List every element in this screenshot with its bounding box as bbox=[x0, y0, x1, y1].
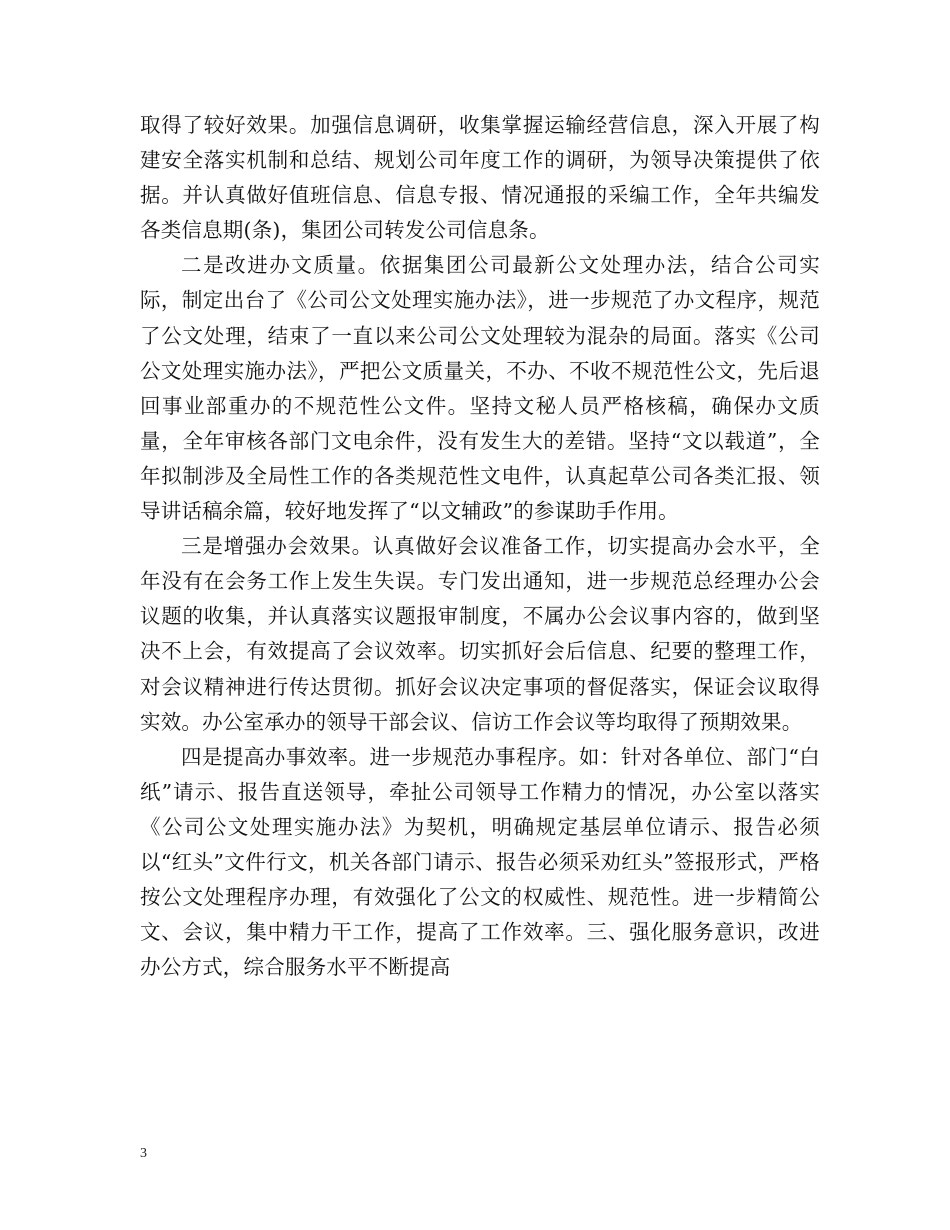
paragraph-3: 三是增强办会效果。认真做好会议准备工作，切实提高办会水平，全年没有在会务工作上发生失误。专门发出通知，进一步规范总经理办公会议题的收集，并认真落实议题报审制度，不属办公会议事内容的，做到坚决不上会，有效提高了会议效率。切实抓好会后信息、纪要的整理工作，对会议精神进行传达贯彻。抓好会议决定事项的督促落实，保证会议取得实效。办公室承办的领导干部会议、信访工作会议等均取得了预期效果。 bbox=[140, 534, 820, 734]
paragraph-2: 二是改进办文质量。依据集团公司最新公文处理办法，结合公司实际，制定出台了《公司公文处理实施办法》，进一步规范了办文程序，规范了公文处理，结束了一直以来公司公文处理较为混杂的局面。落实《公司公文处理实施办法》，严把公文质量关，不办、不收不规范性公文，先后退回事业部重办的不规范性公文件。坚持文秘人员严格核稿，确保办文质量，全年审核各部门文电余件，没有发生大的差错。坚持“文以载道”，全年拟制涉及全局性工作的各类规范性文电件，认真起草公司各类汇报、领导讲话稿余篇，较好地发挥了“以文辅政”的参谋助手作用。 bbox=[140, 253, 820, 524]
paragraph-4: 四是提高办事效率。进一步规范办事程序。如：针对各单位、部门“白纸”请示、报告直送领导，牵扯公司领导工作精力的情况，办公室以落实《公司公文处理实施办法》为契机，明确规定基层单位请示、报告必须以“红头”文件行文，机关各部门请示、报告必须采劝红头”签报形式，严格按公文处理程序办理，有效强化了公文的权威性、规范性。进一步精简公文、会议，集中精力干工作，提高了工作效率。三、强化服务意识，改进办公方式，综合服务水平不断提高 bbox=[140, 744, 820, 980]
page-number: 3 bbox=[140, 1146, 147, 1161]
document-body bbox=[140, 108, 820, 985]
paragraph-1: 取得了较好效果。加强信息调研，收集掌握运输经营信息，深入开展了构建安全落实机制和总结、规划公司年度工作的调研，为领导决策提供了依据。并认真做好值班信息、信息专报、情况通报的采编工作，全年共编发各类信息期(条)，集团公司转发公司信息条。 bbox=[140, 113, 820, 243]
